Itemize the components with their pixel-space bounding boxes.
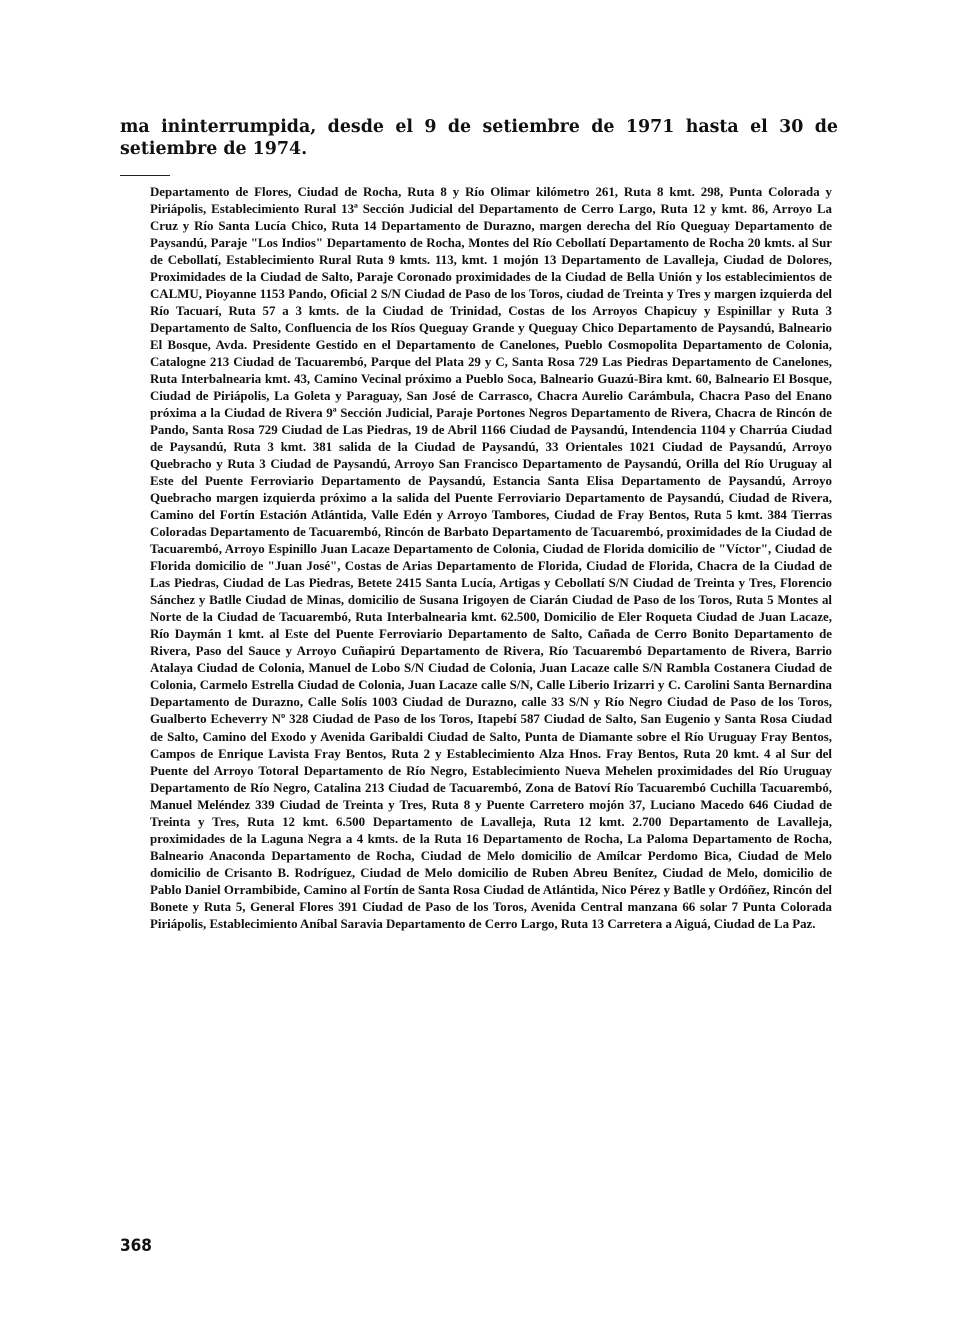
footnote-separator: [120, 175, 170, 176]
footnote-paragraph: Departamento de Flores, Ciudad de Rocha, Ruta 8 y Río Olimar kilómetro 261, Ruta 8 kmt. 298, Punta Colorada y Piriápolis, Establecimiento Rural 13ª Sección Judicial del Departamento de Cerro Largo, Ruta 12 y kmt. 86, Arroyo La Cruz y Río Santa Lucía Chico, Ruta 14 Departamento de Durazno, margen derecha del Río Queguay Departamento de Paysandú, Paraje "Los Indios" Departamento de Rocha, Montes del Río Cebollatí Departamento de Rocha 20 kmts. al Sur de Cebollatí, Establecimiento Rural Ruta 9 kmts. 113, kmt. 1 mojón 13 Departamento de Lavalleja, Ciudad de Dolores, Proximidades de la Ciudad de Salto, Paraje Coronado proximidades de la Ciudad de Bella Unión y los establecimientos de CALMU, Pioyanne 1153 Pando, Oficial 2 S/N Ciudad de Paso de los Toros, ciudad de Treinta y Tres y margen izquierda del Río Tacuarí, Ruta 57 a 3 kmts. de la Ciudad de Trinidad, Costas de los Arroyos Chapicuy y Espinillar y Ruta 3 Departamento de Salto, Confluencia de los Ríos Queguay Grande y Queguay Chico Departamento de Paysandú, Balneario El Bosque, Avda. Presidente Gestido en el Departamento de Canelones, Pueblo Cosmopolita Departamento de Colonia, Catalogne 213 Ciudad de Tacuarembó, Parque del Plata 29 y C, Santa Rosa 729 Las Piedras Departamento de Canelones, Ruta Interbalnearia kmt. 43, Camino Vecinal próximo a Pueblo Soca, Balneario Guazú-Bira kmt. 60, Balneario El Bosque, Ciudad de Piriápolis, La Goleta y Paraguay, San José de Carrasco, Chacra Aurelio Carámbula, Chacra Paso del Enano próxima a la Ciudad de Rivera 9ª Sección Judicial, Paraje Portones Negros Departamento de Rivera, Chacra de Rincón de Pando, Santa Rosa 729 Ciudad de Las Piedras, 19 de Abril 1166 Ciudad de Paysandú, Intendencia 1104 y Charrúa Ciudad de Paysandú, Ruta 3 kmt. 381 salida de la Ciudad de Paysandú, 33 Orientales 1021 Ciudad de Paysandú, Arroyo Quebracho y Ruta 3 Ciudad de Paysandú, Arroyo San Francisco Departamento de Paysandú, Orilla del Río Uruguay al Este del Puente Ferroviario Departamento de Paysandú, Estancia Santa Elisa Departamento de Paysandú, Arroyo Quebracho margen izquierda próximo a la salida del Puente Ferroviario Departamento de Paysandú, Ciudad de Rivera, Camino del Fortín Estación Atlántida, Valle Edén y Arroyo Tambores, Ciudad de Fray Bentos, Ruta 5 kmt. 384 Tierras Coloradas Departamento de Tacuarembó, Rincón de Barbato Departamento de Tacuarembó, proximidades de la Ciudad de Tacuarembó, Arroyo Espinillo Juan Lacaze Departamento de Colonia, Ciudad de Florida domicilio de "Víctor", Ciudad de Florida domicilio de "Juan José", Costas de Arias Departamento de Florida, Ciudad de Florida, Chacra de la Ciudad de Las Piedras, Ciudad de Las Piedras, Betete 2415 Santa Lucía, Artigas y Cebollatí S/N Ciudad de Treinta y Tres, Florencio Sánchez y Batlle Ciudad de Minas, domicilio de Susana Irigoyen de Ciarán Ciudad de Paso de los Toros, Ruta 5 Montes al Norte de la Ciudad de Tacuarembó, Ruta Interbalnearia kmt. 62.500, Domicilio de Eler Roqueta Ciudad de Juan Lacaze, Río Daymán 1 kmt. al Este del Puente Ferroviario Departamento de Salto, Cañada de Cerro Bonito Departamento de Rivera, Paso del Sauce y Arroyo Cuñapirú Departamento de Rivera, Río Tacuarembó Departamento de Rivera, Barrio Atalaya Ciudad de Colonia, Manuel de Lobo S/N Ciudad de Colonia, Juan Lacaze calle S/N Rambla Costanera Ciudad de Colonia, Carmelo Estrella Ciudad de Colonia, Juan Lacaze calle S/N, Calle Liberio Irizarri y C. Carolini Santa Bernardina Departamento de Durazno, Calle Solís 1003 Ciudad de Durazno, calle 33 S/N y Río Negro Ciudad de Paso de los Toros, Gualberto Echeverry Nº 328 Ciudad de Paso de los Toros, Itapebí 587 Ciudad de Salto, San Eugenio y Santa Rosa Ciudad de Salto, Camino del Exodo y Avenida Garibaldi Ciudad de Salto, Punta de Diamante sobre el Río Uruguay Fray Bentos, Campos de Enrique Lavista Fray Bentos, Ruta 2 y Establecimiento Alza Hnos. Fray Bentos, Ruta 20 kmt. 4 al Sur del Puente del Arroyo Totoral Departamento de Río Negro, Establecimiento Nueva Mehelen proximidades del Río Uruguay Departamento de Río Negro, Catalina 213 Ciudad de Tacuarembó, Zona de Batoví Río Tacuarembó Cuchilla Tacuarembó, Manuel Meléndez 339 Ciudad de Treinta y Tres, Ruta 8 y Puente Carretero mojón 37, Luciano Macedo 646 Ciudad de Treinta y Tres, Ruta 12 kmt. 6.500 Departamento de Lavalleja, Ruta 12 kmt. 2.700 Departamento de Lavalleja, proximidades de la Laguna Negra a 4 kmts. de la Ruta 16 Departamento de Rocha, La Paloma Departamento de Rocha, Balneario Anaconda Departamento de Rocha, Ciudad de Melo domicilio de Amílcar Perdomo Bica, Ciudad de Melo domicilio de Crisanto B. Rodríguez, Ciudad de Melo domicilio de Ruben Abreu Benítez, Ciudad de Melo, domicilio de Pablo Daniel Orrambibide, Camino al Fortín de Santa Rosa Ciudad de Atlántida, Nico Pérez y Batlle y Ordóñez, Rincón del Bonete y Ruta 5, General Flores 391 Ciudad de Paso de los Toros, Avenida Central manzana 66 solar 7 Punta Colorada Piriápolis, Establecimiento Aníbal Saravia Departamento de Cerro Largo, Ruta 13 Carretera a Aiguá, Ciudad de La Paz.: [150, 185, 832, 931]
page-number: 368: [120, 1236, 152, 1256]
lead-paragraph: ma ininterrumpida, desde el 9 de setiembre de 1971 hasta el 30 de setiembre de 1974.: [120, 117, 838, 159]
